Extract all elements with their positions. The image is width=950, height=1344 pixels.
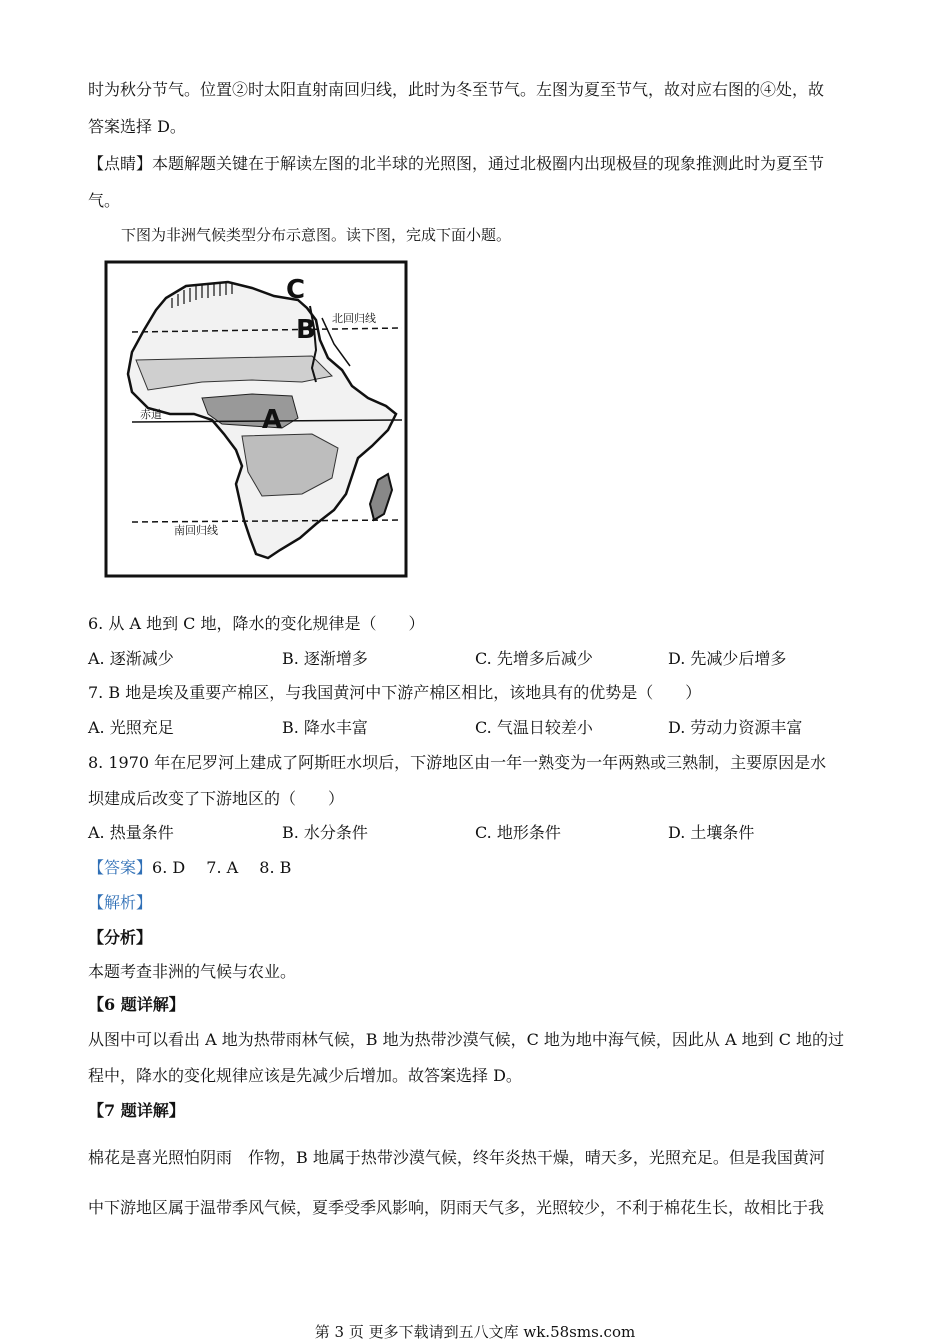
q7-option-a: A. 光照充足 [88, 718, 174, 737]
point-b-label: B [296, 315, 316, 345]
q6-option-a: A. 逐渐减少 [88, 649, 174, 668]
analysis-tag: 【解析】 [88, 893, 153, 912]
answer-tag: 【答案】 [88, 858, 153, 877]
q8-option-b: B. 水分条件 [282, 823, 368, 842]
page-footer: 第 3 页 更多下载请到五八文库 wk.58sms.com [314, 1323, 636, 1341]
q6-detail-line-2: 程中，降水的变化规律应该是先减少后增加。故答案选择 D。 [88, 1066, 522, 1085]
q6-option-d: D. 先减少后增多 [668, 649, 787, 668]
fenxi-tag: 【分析】 [88, 928, 153, 947]
dianjing-line-1: 【点睛】本题解题关键在于解读左图的北半球的光照图，通过北极圈内出现极昼的现象推测此时为夏至节 [88, 154, 825, 173]
q6-option-b: B. 逐渐增多 [282, 649, 368, 668]
tropic-of-capricorn-label: 南回归线 [174, 524, 218, 537]
africa-map-svg [102, 258, 410, 580]
question-6-stem: 6. 从 A 地到 C 地，降水的变化规律是（ ） [88, 614, 425, 633]
q7-detail-line-1: 棉花是喜光照怕阴雨 作物，B 地属于热带沙漠气候，终年炎热干燥，晴天多，光照充足。但是我国黄河 [88, 1148, 825, 1167]
point-a-label: A [262, 405, 283, 435]
q7-option-b: B. 降水丰富 [282, 718, 368, 737]
answer-text: 6. D 7. A 8. B [152, 858, 292, 877]
question-8-stem-2: 坝建成后改变了下游地区的（ ） [88, 789, 345, 808]
q6-option-c: C. 先增多后减少 [475, 649, 593, 668]
text-line-2: 答案选择 D。 [88, 117, 186, 136]
q8-option-c: C. 地形条件 [475, 823, 561, 842]
q7-option-d: D. 劳动力资源丰富 [668, 718, 803, 737]
q7-option-c: C. 气温日较差小 [475, 718, 593, 737]
question-7-stem: 7. B 地是埃及重要产棉区，与我国黄河中下游产棉区相比，该地具有的优势是（ ） [88, 683, 702, 702]
q8-option-a: A. 热量条件 [88, 823, 174, 842]
text-line-1: 时为秋分节气。位置②时太阳直射南回归线，此时为冬至节气。左图为夏至节气，故对应右图的④处，故 [88, 80, 825, 99]
fenxi-text: 本题考查非洲的气候与农业。 [88, 962, 297, 981]
map-intro: 下图为非洲气候类型分布示意图。读下图，完成下面小题。 [121, 226, 512, 244]
q6-detail-tag: 【6 题详解】 [88, 995, 185, 1014]
tropic-of-cancer-label: 北回归线 [332, 312, 376, 325]
q7-detail-line-2: 中下游地区属于温带季风气候，夏季受季风影响，阴雨天气多，光照较少，不利于棉花生长，故相比于我 [88, 1198, 825, 1217]
answer-line [88, 857, 291, 879]
dianjing-line-2: 气。 [88, 191, 121, 210]
q6-detail-line-1: 从图中可以看出 A 地为热带雨林气候，B 地为热带沙漠气候，C 地为地中海气候，因此从 A 地到 C 地的过 [88, 1030, 845, 1049]
question-8-stem-1: 8. 1970 年在尼罗河上建成了阿斯旺水坝后，下游地区由一年一熟变为一年两熟或三熟制，主要原因是水 [88, 753, 827, 772]
q8-option-d: D. 土壤条件 [668, 823, 755, 842]
africa-climate-map [102, 258, 410, 580]
point-c-label: C [286, 275, 306, 305]
equator-label: 赤道 [140, 408, 162, 421]
q7-detail-tag: 【7 题详解】 [88, 1101, 185, 1120]
